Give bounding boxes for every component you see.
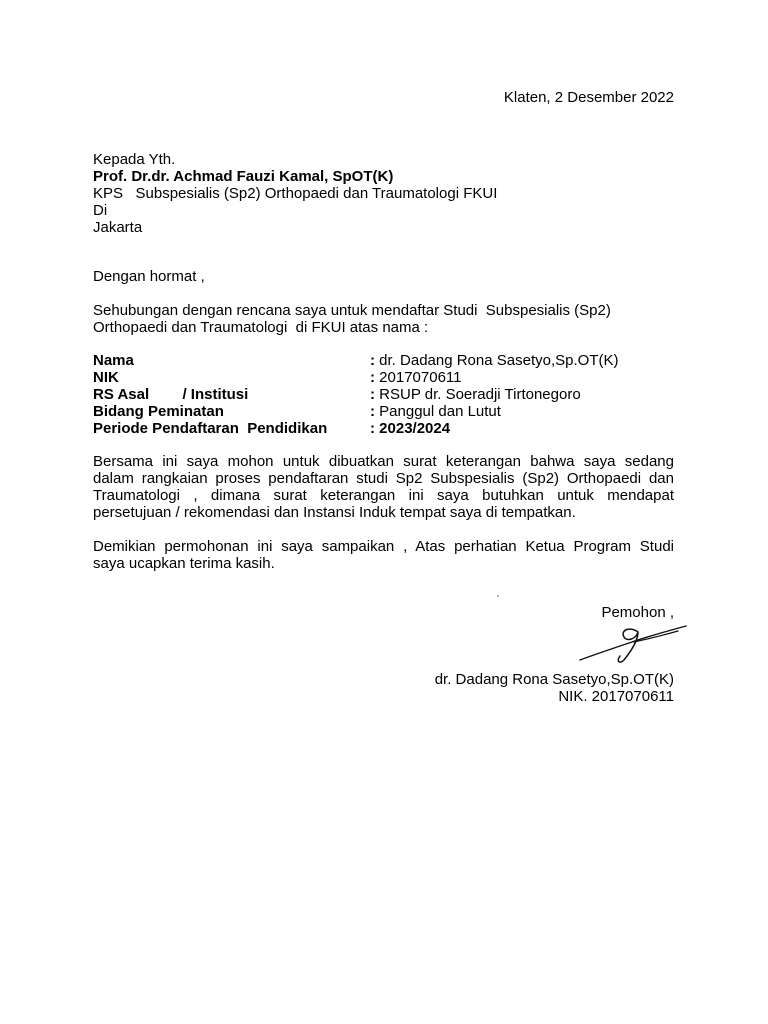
body-paragraph [93, 453, 674, 521]
signer-nik: NIK. 2017070611 [558, 688, 674, 705]
field-label-nik: NIK [93, 369, 119, 386]
field-value-text: 2023/2024 [379, 420, 451, 437]
field-colon: : [370, 403, 375, 420]
field-value-nik [370, 369, 461, 386]
field-value-text: Panggul dan Lutut [379, 403, 501, 420]
field-colon: : [370, 352, 375, 369]
body-line-1: Bersama ini saya mohon untuk dibuatkan surat keterangan bahwa saya sedang [93, 453, 674, 470]
closing-line-2: saya ucapkan terima kasih. [93, 555, 275, 572]
body-line-2: dalam rangkaian proses pendaftaran studi Sp2 Subspesialis (Sp2) Orthopaedi dan [93, 470, 674, 487]
signer-name: dr. Dadang Rona Sasetyo,Sp.OT(K) [434, 671, 674, 688]
recipient-city: Jakarta [93, 219, 143, 236]
body-line-4: persetujuan / rekomendasi dan Instansi Induk tempat saya di tempatkan. [93, 504, 576, 521]
closing-paragraph [93, 538, 674, 572]
field-value-nama [370, 352, 618, 369]
field-label-bidang: Bidang Peminatan [93, 403, 224, 420]
scan-speck [497, 595, 499, 597]
field-value-text: 2017070611 [379, 369, 462, 386]
place-date: Klaten, 2 Desember 2022 [503, 89, 674, 106]
greeting: Dengan hormat , [93, 268, 205, 285]
field-label-rs-asal: RS Asal / Institusi [93, 386, 249, 403]
field-value-bidang [370, 403, 501, 420]
closing-line-1: Demikian permohonan ini saya sampaikan , Atas perhatian Ketua Program Studi [93, 538, 674, 555]
field-value-text: dr. Dadang Rona Sasetyo,Sp.OT(K) [379, 352, 619, 369]
intro-line-1: Sehubungan dengan rencana saya untuk mendaftar Studi Subspesialis (Sp2) [93, 302, 611, 319]
applicant-label: Pemohon , [601, 604, 674, 621]
signature [574, 622, 690, 666]
field-label-nama: Nama [93, 352, 134, 369]
field-label-periode: Periode Pendaftaran Pendidikan [93, 420, 328, 437]
recipient-di: Di [93, 202, 108, 219]
field-colon: : [370, 386, 375, 403]
recipient-name: Prof. Dr.dr. Achmad Fauzi Kamal, SpOT(K) [93, 168, 394, 185]
intro-line-2: Orthopaedi dan Traumatologi di FKUI atas nama : [93, 319, 429, 336]
recipient-salutation: Kepada Yth. [93, 151, 176, 168]
field-colon: : [370, 369, 375, 386]
field-colon: : [370, 420, 375, 437]
field-value-rs-asal [370, 386, 581, 403]
recipient-position: KPS Subspesialis (Sp2) Orthopaedi dan Traumatologi FKUI [93, 185, 498, 202]
body-line-3: Traumatologi , dimana surat keterangan ini saya butuhkan untuk mendapat [93, 487, 674, 504]
field-value-text: RSUP dr. Soeradji Tirtonegoro [379, 386, 581, 403]
field-value-periode [370, 420, 450, 437]
